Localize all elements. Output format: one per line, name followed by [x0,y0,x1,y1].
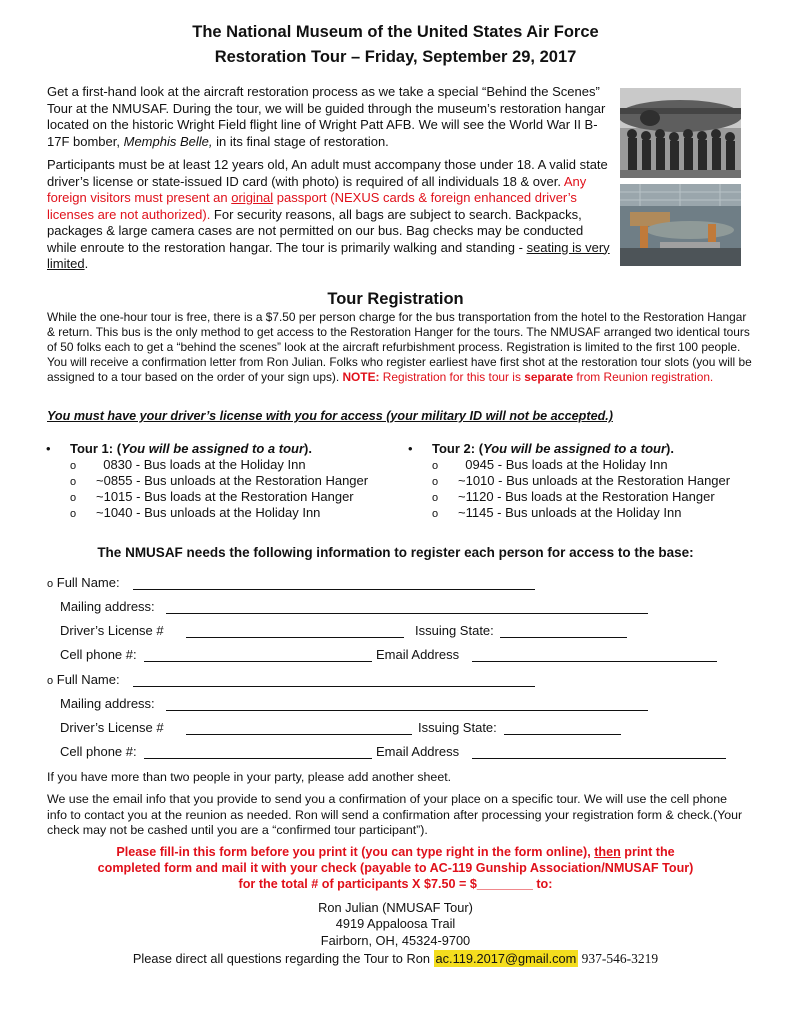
registration-heading: Tour Registration [327,290,464,308]
mailing-label: Mailing address: [60,696,155,711]
tour-2-label [432,441,772,457]
age-requirements: Participants must be at least 12 years old, An adult must accompany those under 18. A valid state driver’s license or state-issued ID card (with photo) is required of all individuals 18 & over. [47,157,608,189]
license-label: Driver’s License # [60,720,164,735]
email-info-paragraph: We use the email info that you provide to send you a confirmation of your place on a specific tour. We will use the cell phone info to contact you at the reunion as needed. Ron will send a confirmation after processing your registration form & check.(Your check may not be cashed until you are a “confirmed tour participant”). [47,792,743,837]
address-name: Ron Julian (NMUSAF Tour) [318,900,473,915]
contact-line [0,951,791,967]
license-field[interactable] [186,734,412,735]
state-field[interactable] [504,734,621,735]
intro-paragraph-1 [47,84,612,150]
instructions-line-3: for the total # of participants X $7.50 = $________ to: [238,877,553,891]
crew-photo [620,88,741,178]
tour-1 [46,441,410,521]
page-subtitle: Restoration Tour – Friday, September 29, 2017 [214,48,577,66]
contact-email-link[interactable]: ac.119.2017@gmail.com [435,951,577,966]
tour-2-item: o ~1010 - Bus unloads at the Restoration Hanger [432,473,772,489]
registration-text [47,310,757,385]
license-requirement [47,409,757,424]
full-name-field[interactable] [133,686,535,687]
intro-text-end: in its final stage of restoration. [212,133,389,149]
tour-1-item: o ~1040 - Bus unloads at the Holiday Inn [70,505,410,521]
license-label: Driver’s License # [60,623,164,638]
tour-1-item: o ~0855 - Bus unloads at the Restoration Hanger [70,473,410,489]
tour-assign: You will be assigned to a tour [483,441,667,456]
bullet-icon: • [408,441,413,456]
aircraft-name: Memphis Belle, [123,133,213,149]
tour-2-item: o ~1120 - Bus loads at the Restoration Hanger [432,489,772,505]
cell-label: Cell phone #: [60,744,137,759]
intro-paragraph-2 [47,157,612,273]
license-field[interactable] [186,637,404,638]
cell-field[interactable] [144,661,372,662]
registration-body: While the one-hour tour is free, there is a $7.50 per person charge for the bus transportation from the hotel to the Restoration Hangar & return. This bus is the only method to get access to the Restoration Hanger for the tours. The NMUSAF arranged two identical tours of 50 folks each to get a “behind the scenes” look at the aircraft refurbishment process. Registration is limited to the first 100 people. You will receive a confirmation letter from Ron Julian. Folks who register earliest have first shot at the restoration tour slots (you will be assigned to a tour based on the order of your sign ups). [47,310,752,384]
foreign-visitor-warning: Any foreign visitors must present an [47,173,587,205]
note-separate: separate [524,370,574,384]
instructions-line-1 [0,845,791,861]
state-field[interactable] [500,637,627,638]
tour-assign: You will be assigned to a tour [121,441,305,456]
page-title: The National Museum of the United States Air Force [192,23,599,41]
email-field[interactable] [472,758,726,759]
tour-label: Tour 2: ( [432,441,484,456]
contact-phone: 937-546-3219 [578,951,659,966]
mailing-address-field[interactable] [166,613,648,614]
tour-label: Tour 1: ( [70,441,122,456]
intro-text: Get a first-hand look at the aircraft restoration process as we take a special “Behind the Scenes” Tour at the NMUSAF. During the tour, we will be guided through the museum’s restoration hangar located on the historic Wright Field flight line of Wright Patt AFB. We will see the World War II B-17F bomber, [47,84,606,149]
email-label: Email Address [376,744,460,759]
tour-1-item: o ~1015 - Bus loads at the Restoration Hanger [70,489,410,505]
address-city: Fairborn, OH, 45324-9700 [320,933,471,948]
note-label: NOTE: [342,370,380,384]
note-text-end: from Reunion registration. [573,370,714,384]
full-name-field[interactable] [133,589,535,590]
tour-1-label [70,441,410,457]
instructions-then: then [594,845,621,859]
mailing-label: Mailing address: [60,599,155,614]
license-requirement-text: You must have your driver’s license with you for access (your military ID will not be accepted.) [47,409,613,423]
contact-text: Please direct all questions regarding the Tour to Ron [132,951,434,966]
instructions-text: Please fill-in this form before you print it (you can type right in the form online), [116,845,595,859]
security-text: For security reasons, all bags are subject to search. Backpacks, packages & large camera cases are not permitted on our bus. Bag checks may be conducted while enroute to the restoration hangar. The tour is primarily walking and standing - [47,206,584,255]
tour-2-item: o ~1145 - Bus unloads at the Holiday Inn [432,505,772,521]
tour-label-end: ). [666,441,674,456]
email-field[interactable] [472,661,717,662]
foreign-visitor-warning-end: passport (NEXUS cards & foreign enhanced driver’s licenses are not authorized). [47,190,577,222]
original-word: original [231,190,274,205]
tour-label-end: ). [304,441,312,456]
person-2-name-label [47,672,120,687]
tour-2-item: o 0945 - Bus loads at the Holiday Inn [432,457,772,473]
radio-circle-icon: o [47,675,54,687]
note-text: Registration for this tour is [379,370,525,384]
state-label: Issuing State: [415,623,494,638]
bullet-icon: • [46,441,51,456]
person-1-name-label [47,575,120,590]
tour-1-item: o 0830 - Bus loads at the Holiday Inn [70,457,410,473]
email-label: Email Address [376,647,460,662]
more-people-note: If you have more than two people in your party, please add another sheet. [47,770,452,784]
full-name-label: Full Name: [56,575,120,590]
period: . [84,256,89,271]
hangar-photo [620,184,741,266]
instructions-text-end: print the [620,845,675,859]
form-heading: The NMUSAF needs the following information to register each person for access to the base: [97,545,694,560]
state-label: Issuing State: [418,720,497,735]
mailing-address-field[interactable] [166,710,648,711]
radio-circle-icon: o [47,578,54,590]
tour-2 [408,441,772,521]
address-street: 4919 Appaloosa Trail [335,916,456,931]
cell-field[interactable] [144,758,372,759]
cell-label: Cell phone #: [60,647,137,662]
seating-limited: seating is very limited [47,239,610,271]
full-name-label: Full Name: [56,672,120,687]
instructions-line-2: completed form and mail it with your check (payable to AC-119 Gunship Association/NMUSAF Tour) [97,861,694,875]
